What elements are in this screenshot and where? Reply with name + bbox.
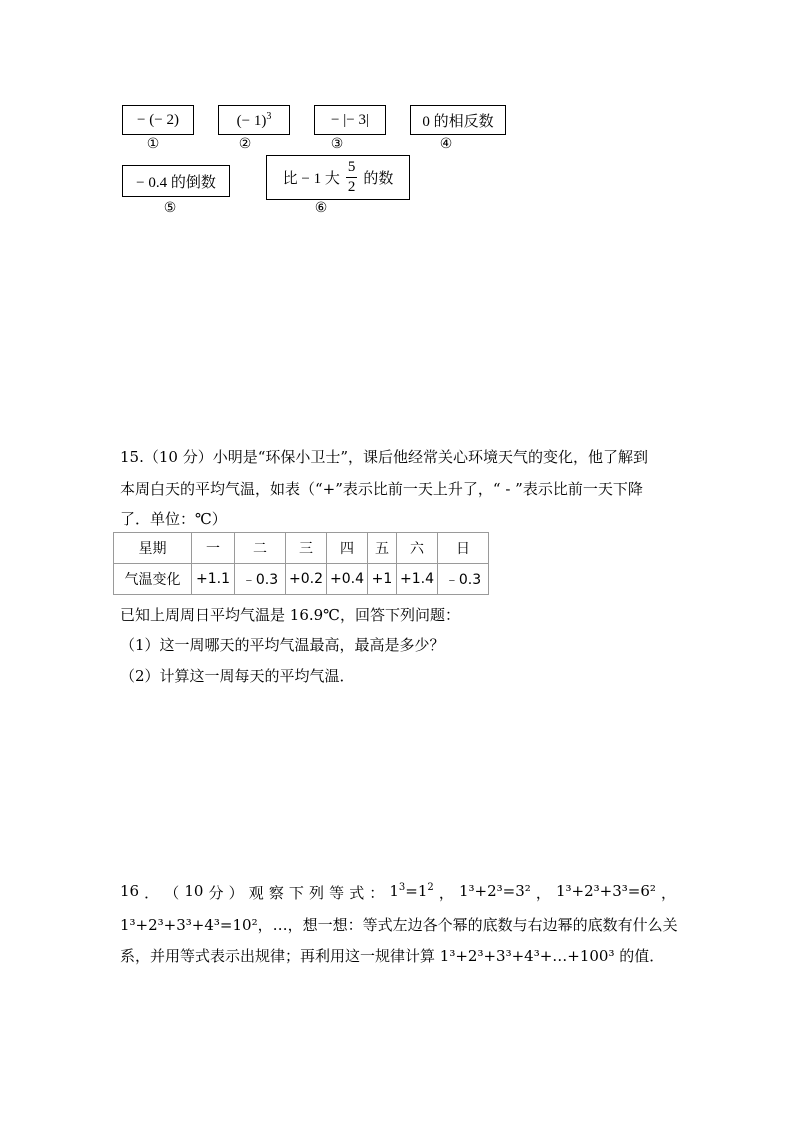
table-cell: 星期	[114, 533, 192, 564]
table-cell: 五	[368, 533, 397, 564]
circle-label-1: ①	[146, 136, 160, 152]
q16-sep: ，	[438, 884, 454, 902]
q16-token: 下	[288, 884, 304, 902]
expr-text-6-pre: 比 − 1 大	[282, 171, 340, 187]
q16-line-3: 系，并用等式表示出规律；再利用这一规律计算 1³+2³+3³+4³+…+100³ 的值．	[120, 947, 665, 965]
expr-text-6-post: 的数	[363, 171, 394, 187]
q16-token: 列	[309, 884, 325, 902]
q16-line-1	[120, 882, 676, 903]
table-cell: 四	[327, 533, 368, 564]
q16-token: 10	[184, 882, 204, 900]
table-cell: +0.2	[286, 564, 327, 595]
q16-token: ）	[228, 884, 244, 902]
expr-text-3: − |− 3|	[331, 111, 369, 128]
q16-line-2: 1³+2³+3³+4³=10²，…，想一想：等式左边各个幂的底数与右边幂的底数有什么关	[120, 916, 678, 934]
table-row	[114, 564, 489, 595]
q16-token: 式	[349, 884, 365, 902]
expr-box-3	[314, 105, 386, 135]
table-row	[114, 533, 489, 564]
expr-box-1	[122, 105, 194, 135]
q16-sep: ，	[660, 884, 676, 902]
q16-token: （	[164, 884, 180, 902]
table-cell: 一	[192, 533, 235, 564]
table-cell: +1.4	[397, 564, 438, 595]
table-cell: +1	[368, 564, 397, 595]
circle-label-4: ④	[439, 136, 453, 152]
q16-token: 分	[208, 884, 224, 902]
table-cell: ﹣0.3	[438, 564, 489, 595]
q15-line-2: 本周白天的平均气温，如表（“+”表示比前一天上升了，“ - ”表示比前一天下降	[120, 480, 643, 498]
q16-token: ：	[369, 884, 385, 902]
q16-token: 观	[248, 884, 264, 902]
expr-text-4: 0 的相反数	[422, 113, 494, 130]
expr-box-2	[218, 105, 290, 135]
table-cell: 气温变化	[114, 564, 192, 595]
q15-line-1: 15.（10 分）小明是“环保小卫士”，课后他经常关心环境天气的变化，他了解到	[120, 448, 649, 466]
q16-token: 察	[268, 884, 284, 902]
circle-label-2: ②	[238, 136, 252, 152]
table-cell: +1.1	[192, 564, 235, 595]
expr-text-1: − (− 2)	[137, 111, 179, 128]
q15-line-3: 了．单位：℃）	[120, 510, 227, 528]
q15-given: 已知上周周日平均气温是 16.9℃，回答下列问题：	[120, 606, 460, 624]
q16-equation-1: $1^3=1^2$	[389, 882, 434, 900]
expr-text-5: − 0.4 的倒数	[136, 174, 216, 191]
circle-label-3: ③	[330, 136, 344, 152]
expr-text-2: (− 1)$^3$	[236, 110, 272, 129]
q16-token: 16	[120, 882, 140, 900]
table-cell: +0.4	[327, 564, 368, 595]
fraction-numerator: 5	[346, 160, 358, 178]
q16-equation-2: 1³+2³=3²	[458, 882, 531, 900]
table-cell: 三	[286, 533, 327, 564]
q16-token: 等	[329, 884, 345, 902]
temperature-table	[113, 532, 489, 595]
table-cell: 六	[397, 533, 438, 564]
expr-box-4	[410, 105, 506, 135]
q15-subquestion-2: （2）计算这一周每天的平均气温．	[120, 667, 355, 685]
q16-equation-3: 1³+2³+3³=6²	[555, 882, 656, 900]
fraction	[346, 160, 358, 195]
q16-sep: ，	[535, 884, 551, 902]
q16-token: ．	[144, 884, 160, 902]
circle-label-6: ⑥	[314, 200, 328, 216]
circle-label-5: ⑤	[163, 200, 177, 216]
expr-box-6	[266, 155, 410, 200]
expr-box-5	[122, 165, 230, 197]
fraction-denominator: 2	[347, 179, 356, 195]
table-cell: 二	[235, 533, 286, 564]
table-cell: ﹣0.3	[235, 564, 286, 595]
table-cell: 日	[438, 533, 489, 564]
q15-subquestion-1: （1）这一周哪天的平均气温最高，最高是多少？	[120, 636, 445, 654]
